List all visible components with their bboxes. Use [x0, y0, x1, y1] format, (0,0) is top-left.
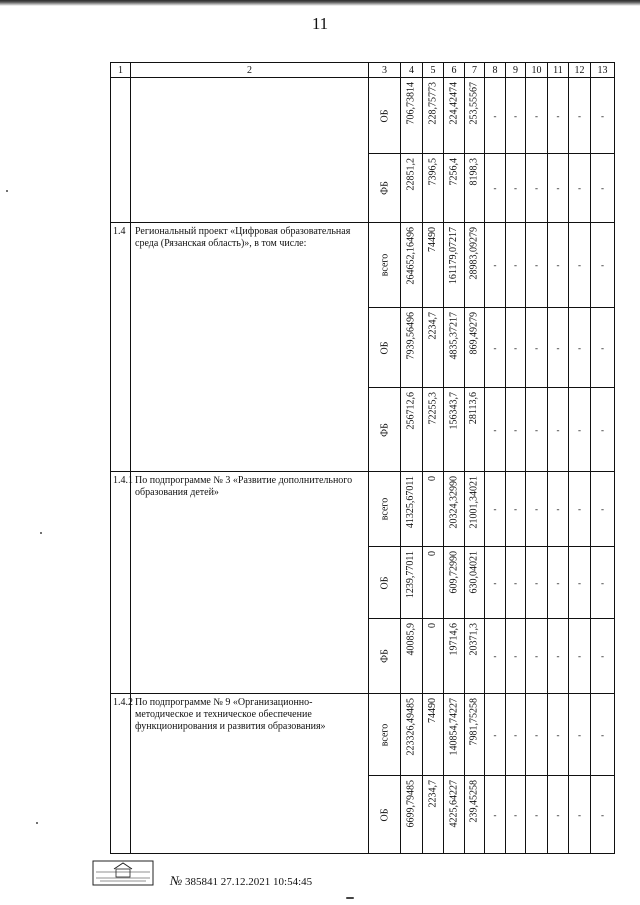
- amount-cell: [423, 78, 444, 154]
- funding-source-cell: [369, 388, 401, 472]
- empty-mark: -: [514, 260, 517, 270]
- empty-cell: [485, 223, 506, 308]
- amount-cell: [401, 472, 423, 547]
- amount-value: 2234,7: [427, 780, 438, 808]
- amount-value: 630,04021: [468, 551, 480, 594]
- amount-value: 2234,7: [427, 312, 438, 340]
- empty-mark: -: [514, 651, 517, 661]
- empty-mark: -: [601, 504, 604, 514]
- item-name-cell: По подпрограмме № 3 «Развитие дополнительного образования детей»: [131, 472, 369, 694]
- amount-value: 0: [427, 551, 438, 556]
- funding-source-cell: [369, 694, 401, 776]
- empty-mark: -: [556, 651, 560, 661]
- table-row: [111, 472, 615, 547]
- table-row: [111, 694, 615, 776]
- funding-source-label: ОБ: [379, 808, 390, 821]
- funding-source-cell: [369, 472, 401, 547]
- amount-value: 6699,79485: [405, 780, 417, 828]
- amount-value: 1239,77011: [405, 551, 417, 599]
- empty-cell: [548, 308, 569, 388]
- amount-value: 0: [427, 476, 438, 481]
- empty-cell: [591, 472, 615, 547]
- amount-value: 20324,32990: [448, 476, 459, 529]
- funding-source-label: всего: [379, 253, 390, 277]
- amount-value: 22851,2: [405, 158, 417, 191]
- empty-cell: [526, 547, 548, 619]
- funding-source-label: всего: [379, 723, 390, 746]
- empty-mark: -: [578, 110, 581, 121]
- empty-mark: -: [514, 504, 517, 514]
- item-name-cell: [131, 78, 369, 223]
- empty-cell: [506, 154, 526, 223]
- amount-cell: [401, 308, 423, 388]
- empty-mark: -: [493, 729, 497, 740]
- table-row: [111, 78, 615, 154]
- item-name-cell: Региональный проект «Цифровая образовательная среда (Рязанская область)», в том числе:: [131, 223, 369, 472]
- empty-mark: -: [601, 110, 604, 121]
- empty-cell: [548, 694, 569, 776]
- document-registration-stamp: [170, 873, 312, 889]
- electronic-signature-stamp-icon: [92, 860, 154, 886]
- amount-value: 253,55567: [468, 82, 480, 125]
- empty-cell: [548, 547, 569, 619]
- empty-mark: -: [535, 424, 538, 435]
- amount-cell: [401, 776, 423, 854]
- amount-value: 239,45258: [468, 780, 480, 823]
- budget-table: [110, 62, 615, 854]
- amount-cell: [444, 472, 465, 547]
- empty-cell: [569, 547, 591, 619]
- empty-cell: [591, 388, 615, 472]
- empty-mark: -: [556, 504, 560, 514]
- amount-cell: [465, 694, 485, 776]
- empty-mark: -: [556, 183, 560, 193]
- funding-source-cell: [369, 619, 401, 694]
- empty-cell: [485, 694, 506, 776]
- amount-cell: [444, 776, 465, 854]
- header-row: [111, 63, 615, 78]
- amount-cell: [401, 388, 423, 472]
- empty-cell: [548, 78, 569, 154]
- empty-mark: -: [535, 729, 538, 740]
- item-name-cell: По подпрограмме № 9 «Организационно-методическое и техническое обеспечение функционирования и развития образования»: [131, 694, 369, 854]
- header-cell: 11: [548, 63, 569, 78]
- header-cell: 4: [401, 63, 423, 78]
- empty-mark: -: [601, 424, 604, 435]
- empty-cell: [526, 472, 548, 547]
- amount-value: 28113,6: [468, 392, 480, 425]
- empty-cell: [569, 619, 591, 694]
- empty-mark: -: [514, 183, 517, 193]
- empty-cell: [548, 223, 569, 308]
- row-number-cell: 1.4.2: [111, 694, 131, 854]
- empty-mark: -: [493, 110, 497, 121]
- empty-cell: [526, 776, 548, 854]
- amount-cell: [401, 78, 423, 154]
- empty-cell: [548, 472, 569, 547]
- amount-cell: [465, 78, 485, 154]
- empty-mark: -: [514, 577, 517, 588]
- amount-value: 74490: [427, 698, 438, 723]
- row-number-cell: [111, 78, 131, 223]
- empty-cell: [526, 154, 548, 223]
- amount-value: 706,73814: [405, 82, 417, 125]
- amount-cell: [423, 388, 444, 472]
- empty-cell: [485, 547, 506, 619]
- empty-cell: [526, 694, 548, 776]
- empty-cell: [591, 223, 615, 308]
- amount-cell: [465, 547, 485, 619]
- empty-cell: [526, 619, 548, 694]
- amount-cell: [444, 694, 465, 776]
- amount-value: 7939,56496: [405, 312, 417, 360]
- empty-cell: [485, 388, 506, 472]
- empty-mark: -: [493, 424, 497, 435]
- scan-speck: [36, 822, 38, 824]
- funding-source-cell: [369, 154, 401, 223]
- empty-cell: [591, 308, 615, 388]
- amount-value: 869,49279: [468, 312, 480, 355]
- empty-cell: [485, 472, 506, 547]
- amount-cell: [401, 154, 423, 223]
- funding-source-cell: [369, 547, 401, 619]
- empty-cell: [506, 223, 526, 308]
- amount-value: 4835,37217: [448, 312, 459, 360]
- amount-cell: [444, 547, 465, 619]
- amount-cell: [465, 308, 485, 388]
- scan-speck: [6, 190, 8, 192]
- empty-mark: -: [514, 110, 517, 121]
- amount-value: 264652,16496: [405, 227, 417, 285]
- amount-cell: [401, 223, 423, 308]
- empty-mark: -: [578, 504, 581, 514]
- amount-value: 41325,67011: [405, 476, 417, 529]
- header-cell: 13: [591, 63, 615, 78]
- header-cell: 7: [465, 63, 485, 78]
- empty-mark: -: [556, 729, 560, 740]
- empty-cell: [548, 776, 569, 854]
- empty-mark: -: [578, 342, 581, 353]
- empty-mark: -: [556, 577, 560, 588]
- empty-cell: [591, 78, 615, 154]
- empty-mark: -: [514, 809, 517, 820]
- empty-mark: -: [601, 809, 604, 820]
- amount-value: 7981,75258: [468, 698, 480, 746]
- empty-cell: [506, 547, 526, 619]
- empty-mark: -: [578, 577, 581, 588]
- amount-value: 20371,3: [468, 623, 480, 656]
- scan-speck: [40, 532, 42, 534]
- amount-cell: [444, 223, 465, 308]
- empty-cell: [485, 776, 506, 854]
- amount-cell: [423, 308, 444, 388]
- empty-mark: -: [578, 260, 581, 270]
- amount-value: 72255,3: [427, 392, 438, 425]
- empty-mark: -: [601, 260, 604, 270]
- amount-value: 4225,64227: [448, 780, 459, 828]
- empty-mark: -: [535, 183, 538, 193]
- empty-mark: -: [535, 651, 538, 661]
- table-row: [111, 223, 615, 308]
- empty-cell: [591, 694, 615, 776]
- empty-cell: [569, 78, 591, 154]
- empty-mark: -: [514, 424, 517, 435]
- funding-source-cell: [369, 223, 401, 308]
- empty-cell: [526, 223, 548, 308]
- doc-number: 385841: [185, 876, 219, 888]
- empty-mark: -: [493, 651, 497, 661]
- empty-cell: [569, 472, 591, 547]
- amount-cell: [465, 388, 485, 472]
- funding-source-cell: [369, 308, 401, 388]
- empty-cell: [569, 223, 591, 308]
- empty-mark: -: [601, 651, 604, 661]
- scan-edge: [0, 0, 640, 6]
- empty-cell: [569, 388, 591, 472]
- amount-value: 609,72990: [448, 551, 459, 594]
- empty-mark: -: [601, 729, 604, 740]
- amount-cell: [423, 776, 444, 854]
- amount-value: 161179,07217: [448, 227, 459, 285]
- empty-cell: [506, 619, 526, 694]
- header-cell: 10: [526, 63, 548, 78]
- doc-timestamp: 27.12.2021 10:54:45: [220, 876, 313, 888]
- amount-cell: [465, 223, 485, 308]
- empty-cell: [548, 154, 569, 223]
- empty-cell: [506, 388, 526, 472]
- page-number: 11: [311, 14, 329, 33]
- scan-speck: [346, 897, 354, 899]
- header-cell: 3: [369, 63, 401, 78]
- empty-mark: -: [514, 729, 517, 740]
- doc-number-prefix: №: [170, 873, 183, 888]
- amount-value: 19714,6: [448, 623, 459, 656]
- amount-cell: [465, 472, 485, 547]
- funding-source-cell: [369, 78, 401, 154]
- amount-value: 7256,4: [448, 158, 459, 186]
- amount-value: 7396,5: [427, 158, 438, 186]
- funding-source-cell: [369, 776, 401, 854]
- funding-source-label: ФБ: [379, 181, 390, 195]
- empty-mark: -: [578, 729, 581, 740]
- empty-cell: [526, 388, 548, 472]
- empty-mark: -: [578, 424, 581, 435]
- empty-cell: [506, 472, 526, 547]
- amount-value: 140854,74227: [448, 698, 459, 756]
- header-cell: 2: [131, 63, 369, 78]
- amount-cell: [401, 694, 423, 776]
- empty-mark: -: [493, 504, 497, 514]
- empty-mark: -: [556, 260, 560, 270]
- empty-mark: -: [493, 577, 497, 588]
- header-cell: 9: [506, 63, 526, 78]
- empty-cell: [591, 619, 615, 694]
- empty-cell: [526, 308, 548, 388]
- amount-cell: [401, 619, 423, 694]
- empty-mark: -: [578, 809, 581, 820]
- amount-cell: [423, 154, 444, 223]
- amount-value: 21001,34021: [468, 476, 480, 529]
- empty-cell: [569, 776, 591, 854]
- amount-value: 40085,9: [405, 623, 417, 656]
- empty-mark: -: [493, 809, 497, 820]
- empty-cell: [506, 78, 526, 154]
- empty-mark: -: [601, 183, 604, 193]
- empty-mark: -: [535, 809, 538, 820]
- amount-value: 224,42474: [448, 82, 459, 125]
- empty-cell: [548, 388, 569, 472]
- amount-cell: [423, 694, 444, 776]
- empty-cell: [591, 154, 615, 223]
- funding-source-label: всего: [379, 497, 390, 521]
- header-cell: 5: [423, 63, 444, 78]
- amount-cell: [444, 154, 465, 223]
- empty-mark: -: [535, 260, 538, 270]
- funding-source-label: ОБ: [379, 576, 390, 589]
- empty-mark: -: [493, 183, 497, 193]
- empty-cell: [548, 619, 569, 694]
- amount-cell: [465, 776, 485, 854]
- empty-cell: [591, 776, 615, 854]
- empty-cell: [506, 776, 526, 854]
- row-number-cell: 1.4.1: [111, 472, 131, 694]
- empty-mark: -: [556, 809, 560, 820]
- amount-value: 0: [427, 623, 438, 628]
- empty-mark: -: [556, 424, 560, 435]
- empty-cell: [569, 308, 591, 388]
- empty-cell: [485, 308, 506, 388]
- funding-source-label: ФБ: [379, 649, 390, 663]
- funding-source-label: ФБ: [379, 422, 390, 437]
- amount-cell: [423, 223, 444, 308]
- amount-cell: [423, 619, 444, 694]
- amount-cell: [401, 547, 423, 619]
- empty-cell: [591, 547, 615, 619]
- empty-mark: -: [535, 110, 538, 121]
- amount-value: 256712,6: [405, 392, 417, 430]
- empty-mark: -: [578, 651, 581, 661]
- empty-mark: -: [601, 577, 604, 588]
- empty-cell: [506, 308, 526, 388]
- empty-cell: [569, 694, 591, 776]
- row-number-cell: 1.4: [111, 223, 131, 472]
- empty-mark: -: [601, 342, 604, 353]
- amount-cell: [465, 619, 485, 694]
- funding-source-label: ОБ: [379, 109, 390, 122]
- empty-cell: [485, 154, 506, 223]
- empty-mark: -: [493, 342, 497, 353]
- header-cell: 1: [111, 63, 131, 78]
- funding-source-label: ОБ: [379, 341, 390, 354]
- empty-mark: -: [556, 342, 560, 353]
- empty-cell: [569, 154, 591, 223]
- amount-cell: [423, 547, 444, 619]
- amount-cell: [465, 154, 485, 223]
- amount-cell: [423, 472, 444, 547]
- empty-mark: -: [578, 183, 581, 193]
- amount-value: 8198,3: [468, 158, 480, 186]
- empty-cell: [526, 78, 548, 154]
- amount-cell: [444, 78, 465, 154]
- empty-mark: -: [535, 577, 538, 588]
- empty-cell: [485, 619, 506, 694]
- empty-cell: [506, 694, 526, 776]
- header-cell: 8: [485, 63, 506, 78]
- amount-value: 223326,49485: [405, 698, 417, 756]
- empty-mark: -: [514, 342, 517, 353]
- amount-cell: [444, 619, 465, 694]
- amount-value: 228,75773: [427, 82, 438, 125]
- empty-cell: [485, 78, 506, 154]
- amount-cell: [444, 308, 465, 388]
- amount-cell: [444, 388, 465, 472]
- empty-mark: -: [535, 342, 538, 353]
- header-cell: 12: [569, 63, 591, 78]
- amount-value: 156343,7: [448, 392, 459, 430]
- empty-mark: -: [535, 504, 538, 514]
- empty-mark: -: [493, 260, 497, 270]
- amount-value: 28983,09279: [468, 227, 480, 280]
- header-cell: 6: [444, 63, 465, 78]
- amount-value: 74490: [427, 227, 438, 252]
- empty-mark: -: [556, 110, 560, 121]
